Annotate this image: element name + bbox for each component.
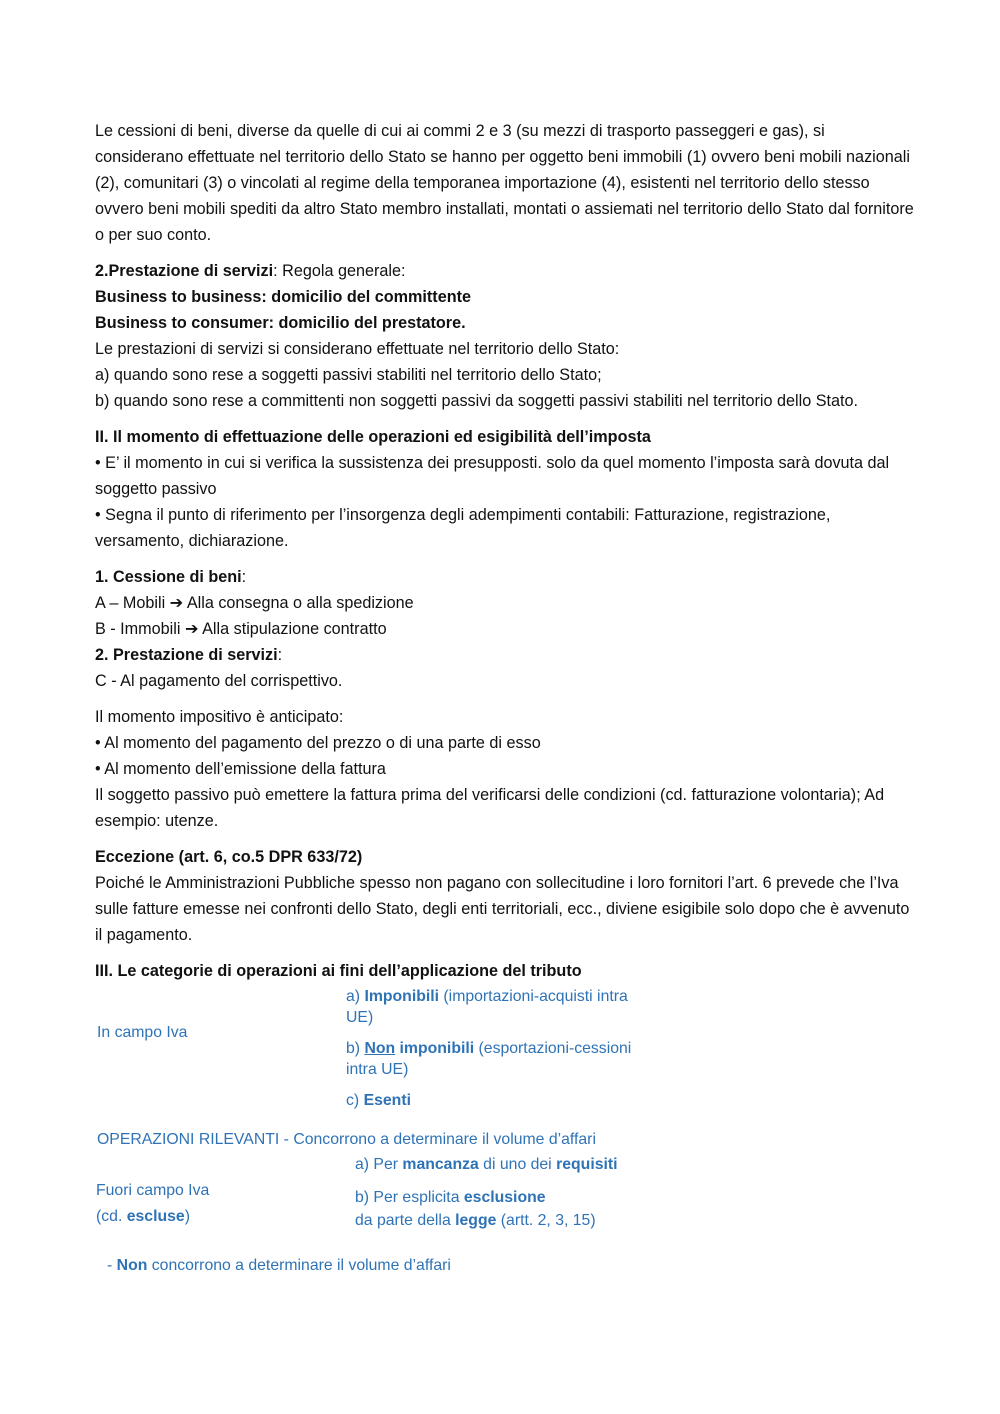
label-operazioni-rilevanti: OPERAZIONI RILEVANTI - Concorrono a determinare il volume d’affari	[97, 1131, 596, 1148]
moment-b-immobili: B - Immobili ➔ Alla stipulazione contratto	[95, 620, 387, 638]
momento-bullet-1: • E’ il momento in cui si verifica la sussistenza dei presupposti. solo da quel momento l’imposta sarà dovuta dal soggetto passivo	[95, 454, 890, 498]
section-heading-momento: II. Il momento di effettuazione delle operazioni ed esigibilità dell’imposta	[95, 428, 651, 446]
anticipo-intro: Il momento impositivo è anticipato:	[95, 708, 344, 726]
categorie-diagram	[95, 982, 715, 1292]
moment-a-mobili: A – Mobili ➔ Alla consegna o alla spedizione	[95, 594, 414, 612]
heading-cessione-beni: 1. Cessione di beni:	[95, 568, 247, 586]
section-heading-categorie: III. Le categorie di operazioni ai fini dell’applicazione del tributo	[95, 962, 582, 980]
momento-bullet-2: • Segna il punto di riferimento per l’insorgenza degli adempimenti contabili: Fatturazione, registrazione, versamento, dichiarazione.	[95, 506, 831, 550]
item-esclusione-legge: b) Per esplicita esclusione da parte della legge (artt. 2, 3, 15)	[355, 1189, 596, 1229]
moment-c-pagamento: C - Al pagamento del corrispettivo.	[95, 672, 343, 690]
rule-b2b: Business to business: domicilio del committente	[95, 288, 471, 306]
paragraph-cessioni-beni: Le cessioni di beni, diverse da quelle di cui ai commi 2 e 3 (su mezzi di trasporto passeggeri e gas), si considerano effettuate nel territorio dello Stato se hanno per oggetto beni immobili (1) ovvero beni mobili nazionali (2), comunitari (3) o vincolati al regime della temporanea importazione (4), esistenti nel territorio dello stesso ovvero beni mobili spediti da altro Stato membro installati, montati o assiemati nel territorio dello Stato dal fornitore o per suo conto.	[95, 122, 914, 244]
label-in-campo: In campo Iva	[97, 1024, 188, 1041]
prestazioni-b: b) quando sono rese a committenti non soggetti passivi da soggetti passivi stabiliti nel territorio dello Stato.	[95, 392, 859, 410]
label-non-concorrono: - Non concorrono a determinare il volume d’affari	[107, 1257, 451, 1274]
prestazioni-intro: Le prestazioni di servizi si considerano effettuate nel territorio dello Stato:	[95, 340, 620, 358]
item-esenti: c) Esenti	[346, 1092, 411, 1109]
anticipo-note: Il soggetto passivo può emettere la fattura prima del verificarsi delle condizioni (cd. fatturazione volontaria); Ad esempio: utenze.	[95, 786, 885, 830]
body-text	[95, 118, 915, 984]
rule-b2c: Business to consumer: domicilio del prestatore.	[95, 314, 466, 332]
item-imponibili: a) Imponibili (importazioni-acquisti intra UE)	[346, 988, 628, 1026]
item-non-imponibili: b) Non imponibili (esportazioni-cessioni intra UE)	[346, 1040, 632, 1078]
heading-eccezione: Eccezione (art. 6, co.5 DPR 633/72)	[95, 848, 363, 866]
item-mancanza-requisiti: a) Per mancanza di uno dei requisiti	[355, 1156, 618, 1173]
anticipo-bullet-1: • Al momento del pagamento del prezzo o di una parte di esso	[95, 734, 541, 752]
heading-prestazione-servizi: 2. Prestazione di servizi:	[95, 646, 283, 664]
eccezione-text: Poiché le Amministrazioni Pubbliche spesso non pagano con sollecitudine i loro fornitori l’art. 6 prevede che l’Iva sulle fatture emesse nei confronti dello Stato, degli enti territoriali, ecc., diviene esigibile solo dopo che è avvenuto il pagamento.	[95, 874, 910, 944]
section-heading-prestazione: 2.Prestazione di servizi: Regola generale:	[95, 262, 406, 280]
label-fuori-campo: Fuori campo Iva (cd. escluse)	[96, 1182, 210, 1225]
anticipo-bullet-2: • Al momento dell’emissione della fattura	[95, 760, 386, 778]
prestazioni-a: a) quando sono rese a soggetti passivi stabiliti nel territorio dello Stato;	[95, 366, 602, 384]
